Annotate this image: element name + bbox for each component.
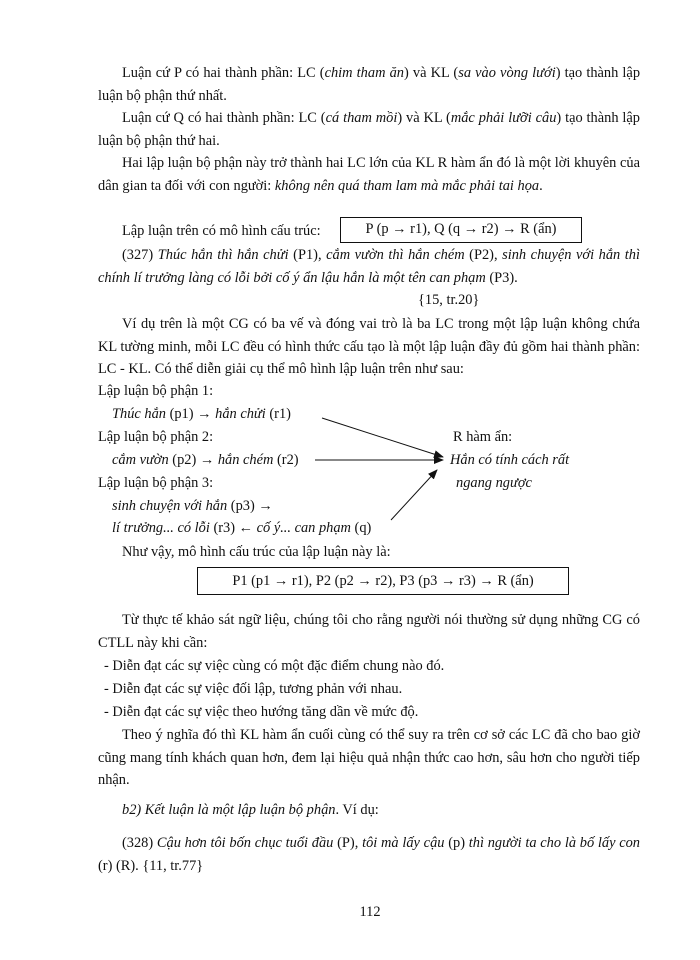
model-box-1: P (p → r1), Q (q → r2) → R (ẩn) (340, 217, 582, 243)
bullet-item: - Diễn đạt các sự việc cùng có một đặc điểm chung nào đó. (104, 658, 445, 674)
section-b2: b2) Kết luận là một lập luận bộ phận. Ví dụ: (122, 802, 379, 818)
model-box-2: P1 (p1 → r1), P2 (p2 → r2), P3 (p3 → r3) → R (ẩn) (197, 567, 569, 595)
model-intro: Lập luận trên có mô hình cấu trúc: (122, 223, 321, 239)
r-text-1: Hắn có tính cách rất (450, 452, 570, 468)
diagram-line-1: Thúc hắn (p1) → hắn chửi (r1) (112, 406, 291, 422)
diagram-label-1: Lập luận bộ phận 1: (98, 383, 214, 399)
paragraph-y-nghia: Theo ý nghĩa đó thì KL hàm ẩn cuối cùng có thể suy ra trên cơ sở các LC đã cho bao giờ cũng mang tính khách quan hơn, đem lại hiệu quả nhận thức cao hơn, sâu hơn cho người tiếp nhận. (98, 727, 640, 788)
paragraph-thuc-te: Từ thực tế khảo sát ngữ liệu, chúng tôi cho rằng người nói thường sử dụng những CG có CTLL này khi cần: (98, 612, 640, 651)
bullet-item: - Diễn đạt các sự việc theo hướng tăng dần về mức độ. (104, 704, 419, 720)
example-327: (327) Thúc hắn thì hắn chửi (P1), cắm vườn thì hắn chém (P2), sinh chuyện với hắn thì chính lí trưởng làng có lỗi bởi cố ý ẩn lậu hắn là một tên can phạm (P3). (98, 247, 640, 286)
paragraph-luan-cu-q: Luận cứ Q có hai thành phần: LC (cá tham mồi) và KL (mắc phải lưỡi câu) tạo thành lập luận bộ phận thứ hai. (98, 110, 640, 149)
example-328: (328) Cậu hơn tôi bốn chục tuổi đầu (P), tôi mà lấy cậu (p) thì người ta cho là bố lấy con (r) (R). {11, tr.77} (98, 835, 640, 874)
page-number: 112 (359, 904, 381, 920)
diagram-line-3b: lí trưởng... có lỗi (r3) ← cố ý... can phạm (q) (112, 520, 372, 536)
arrow-r3-to-r (391, 470, 437, 520)
bullet-item: - Diễn đạt các sự việc đối lập, tương phản với nhau. (104, 681, 403, 697)
citation-327: {15, tr.20} (418, 292, 480, 308)
paragraph-hai-lap-luan: Hai lập luận bộ phận này trở thành hai LC lớn của KL R hàm ẩn đó là một lời khuyên của dân gian ta đối với con người: không nên quá tham lam mà mắc phải tai họa. (98, 155, 640, 194)
diagram-line-2: cắm vườn (p2) → hắn chém (r2) (112, 452, 299, 468)
paragraph-luan-cu-p: Luận cứ P có hai thành phần: LC (chim tham ăn) và KL (sa vào vòng lưới) tạo thành lập luận bộ phận thứ nhất. (98, 65, 641, 104)
diagram-line-3a: sinh chuyện với hắn (p3) → (112, 498, 273, 514)
r-text-2: ngang ngược (456, 475, 532, 491)
diagram-label-2: Lập luận bộ phận 2: (98, 429, 214, 445)
paragraph-vi-du: Ví dụ trên là một CG có ba vế và đóng vai trò là ba LC trong một lập luận không chứa KL tường minh, mỗi LC đều có hình thức cấu tạo là một lập luận đầy đủ gồm hai thành phần: LC - KL. Có thể diễn giải cụ thể mô hình lập luận trên như sau: (98, 316, 640, 377)
paragraph-nhu-vay: Như vậy, mô hình cấu trúc của lập luận này là: (122, 544, 391, 560)
arrow-r1-to-r (322, 418, 443, 457)
diagram-label-3: Lập luận bộ phận 3: (98, 475, 214, 491)
r-label: R hàm ẩn: (453, 429, 513, 445)
